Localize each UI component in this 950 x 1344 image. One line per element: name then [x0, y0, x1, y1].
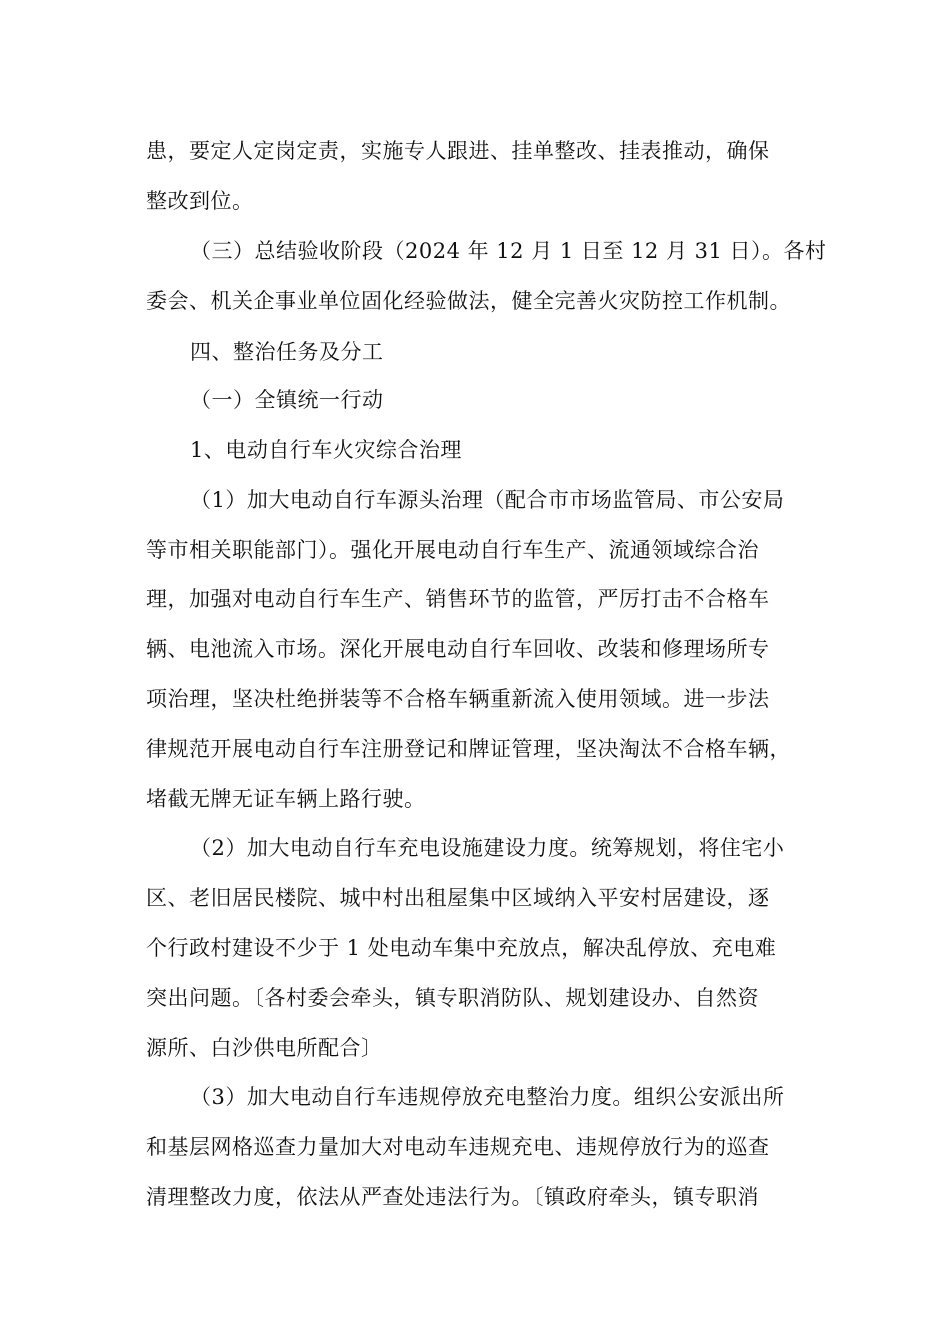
paragraph-2-line: 个行政村建设不少于 1 处电动车集中充放点，解决乱停放、充电难 [146, 936, 777, 960]
paragraph-1-line: 律规范开展电动自行车注册登记和牌证管理，坚决淘汰不合格车辆， [146, 737, 791, 761]
paragraph-2-line: （2）加大电动自行车充电设施建设力度。统筹规划，将住宅小 [190, 836, 785, 860]
paragraph-1-line: 理，加强对电动自行车生产、销售环节的监管，严厉打击不合格车 [146, 587, 770, 611]
paragraph-2-line: 源所、白沙供电所配合〕 [146, 1036, 383, 1060]
paragraph-1-line: 等市相关职能部门）。强化开展电动自行车生产、流通领域综合治 [146, 538, 759, 562]
section-heading-summary-acceptance: （三）总结验收阶段（2024 年 12 月 1 日至 12 月 31 日）。各村 [190, 239, 827, 263]
body-text-line: 委会、机关企事业单位固化经验做法，健全完善火灾防控工作机制。 [146, 289, 791, 313]
body-text-line: 整改到位。 [146, 189, 254, 213]
paragraph-1-line: 堵截无牌无证车辆上路行驶。 [146, 787, 426, 811]
paragraph-3-line: 和基层网格巡查力量加大对电动车违规充电、违规停放行为的巡查 [146, 1135, 770, 1159]
paragraph-3-line: 清理整改力度，依法从严查处违法行为。〔镇政府牵头，镇专职消 [146, 1185, 759, 1209]
paragraph-1-line: 项治理，坚决杜绝拼装等不合格车辆重新流入使用领域。进一步法 [146, 687, 770, 711]
paragraph-1-line: 辆、电池流入市场。深化开展电动自行车回收、改装和修理场所专 [146, 637, 770, 661]
paragraph-1-line: （1）加大电动自行车源头治理（配合市市场监管局、市公安局 [190, 488, 785, 512]
paragraph-2-line: 区、老旧居民楼院、城中村出租屋集中区域纳入平安村居建设，逐 [146, 886, 770, 910]
section-heading-tasks: 四、整治任务及分工 [190, 340, 384, 364]
item-heading-e-bike-fire: 1、电动自行车火灾综合治理 [190, 438, 462, 462]
body-text-line: 患，要定人定岗定责，实施专人跟进、挂单整改、挂表推动，确保 [146, 139, 770, 163]
subsection-heading-unified-action: （一）全镇统一行动 [190, 388, 384, 412]
paragraph-2-line: 突出问题。〔各村委会牵头，镇专职消防队、规划建设办、自然资 [146, 986, 759, 1010]
paragraph-3-line: （3）加大电动自行车违规停放充电整治力度。组织公安派出所 [190, 1085, 785, 1109]
